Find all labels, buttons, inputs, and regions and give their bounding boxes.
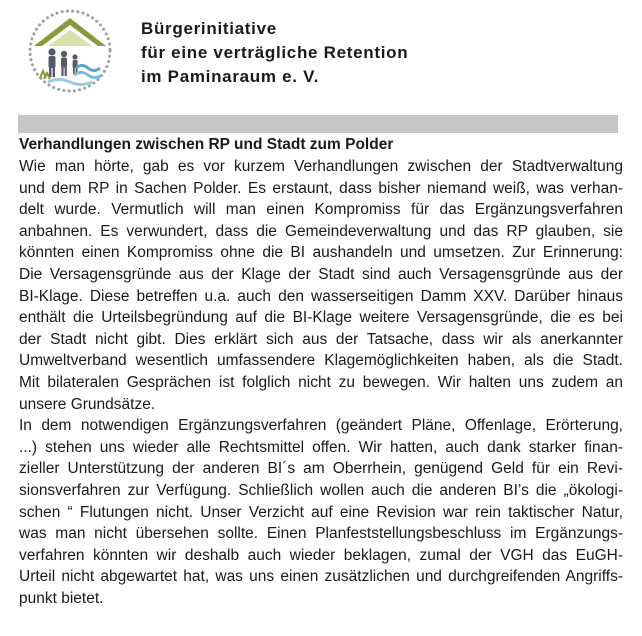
text-line: enthält die Urteilsbegründung auf die BI-Klage weitere Versagensgründe, die es bei [19,309,623,327]
text-line: sionsverfahren zur Verfügung. Schließlich wollen auch die anderen BI’s die „ökologi- [19,481,623,499]
text-line: In dem notwendigen Ergänzungsverfahren (geändert Pläne, Offenlage, Erörterung, [19,417,623,435]
text-line: punkt bietet. [19,589,104,607]
text-line: könnten einen Kompromiss ohne die BI aushandeln und umsetzen. Zur Erinnerung: [19,244,623,262]
text-line: was man nicht übersehen sollte. Einen Planfeststellungsbeschluss im Ergänzungs- [19,525,623,543]
section-divider-bar [18,115,618,133]
article-paragraph [19,415,623,609]
organization-name [141,17,621,89]
article-heading: Verhandlungen zwischen RP und Stadt zum Polder [19,136,394,153]
article-paragraph [19,156,623,415]
text-line: Umweltverband wesentlich umfassendere Klagemöglichkeiten haben, als die Stadt. [19,352,623,370]
text-line: schen “ Flutungen nicht. Unser Verzicht auf eine Revision war rein taktischer Natur, [19,503,623,521]
text-line: unsere Grundsätze. [19,395,156,413]
text-line: BI-Klage. Diese betreffen u.a. auch den wasserseitigen Damm XXV. Darüber hinaus [19,287,623,305]
article [19,134,623,609]
organization-name-line: im Paminaraum e. V. [141,67,320,86]
organization-name-line: für eine verträgliche Retention [141,43,409,62]
text-line: zieller Unterstützung der anderen BI´s am Oberrhein, genügend Geld für ein Revi- [19,460,623,478]
text-line: Urteil nicht abgewartet hat, was uns einen zusätzlichen und durchgreifenden Angriffs- [19,568,623,586]
text-line: der Stadt nicht gibt. Dies erklärt sich aus der Tatsache, dass wir als anerkannter [19,330,623,348]
text-line: delt wurde. Vermutlich will man einen Kompromiss für das Ergänzungsverfahren [19,201,623,219]
text-line: verfahren könnten wir deshalb auch wieder beklagen, zumal der VGH das EuGH- [19,546,623,564]
text-line: Die Versagensgründe aus der Klage der Stadt sind auch Versagensgründe aus der [19,265,623,283]
text-line: Mit bilateralen Gesprächen ist folglich nicht zu bewegen. Wir halten uns zudem an [19,373,623,391]
text-line: und dem RP in Sachen Polder. Es erstaunt, dass bisher niemand weiß, was verhan- [19,179,623,197]
organization-name-line: Bürgerinitiative [141,19,277,38]
text-line: ...) stehen uns wieder alle Rechtsmittel offen. Wir hatten, auch dank starker finan- [19,438,623,456]
text-line: anbahnen. Es verwundert, dass die Gemeindeverwaltung und das RP glauben, sie [19,222,623,240]
page-header [0,0,642,110]
house-and-family-logo [14,6,126,96]
text-line: Wie man hörte, gab es vor kurzem Verhandlungen zwischen der Stadtverwaltung [19,158,623,175]
